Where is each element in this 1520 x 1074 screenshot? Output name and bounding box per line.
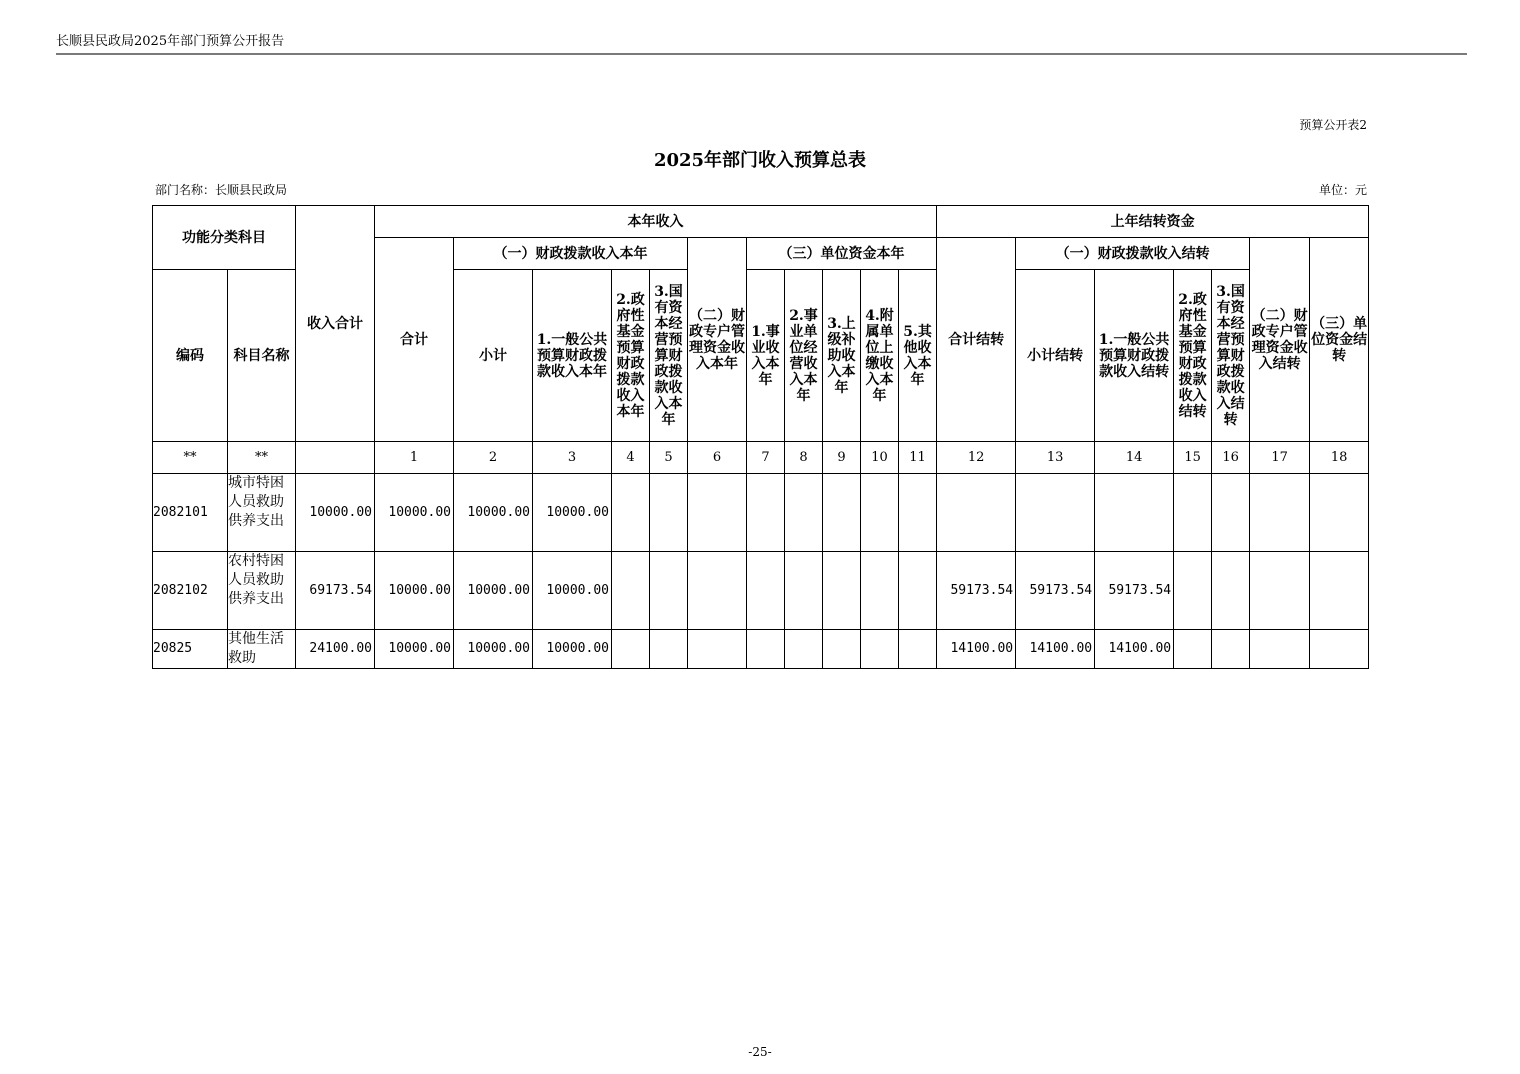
empty-cell <box>650 630 688 669</box>
page-number: -25- <box>748 1045 772 1059</box>
empty-cell <box>861 474 899 552</box>
row-col-1: 10000.00 <box>375 474 454 552</box>
number-cell: ** <box>153 442 228 474</box>
header-col-18: （三）单位资金结转 <box>1310 238 1369 442</box>
row-col-14: 59173.54 <box>1095 552 1174 630</box>
empty-cell <box>612 552 650 630</box>
row-income-total: 24100.00 <box>296 630 375 669</box>
row-income-total: 10000.00 <box>296 474 375 552</box>
header-subject-name: 科目名称 <box>228 270 296 442</box>
row-col-2: 10000.00 <box>454 552 533 630</box>
row-subject-name: 城市特困人员救助供养支出 <box>228 474 296 552</box>
number-cell: 1 <box>375 442 454 474</box>
row-col-3: 10000.00 <box>533 474 612 552</box>
empty-cell <box>1310 474 1369 552</box>
empty-cell <box>1212 474 1250 552</box>
empty-cell <box>823 552 861 630</box>
empty-cell <box>861 630 899 669</box>
header-func-class: 功能分类科目 <box>153 206 296 270</box>
header-col-10: 4.附属单位上缴收入本年 <box>861 270 899 442</box>
empty-cell <box>747 552 785 630</box>
row-col-14: 14100.00 <box>1095 630 1174 669</box>
empty-cell <box>1250 474 1310 552</box>
number-cell: 14 <box>1095 442 1174 474</box>
row-subject-name: 其他生活救助 <box>228 630 296 669</box>
empty-cell <box>1310 552 1369 630</box>
header-col-8: 2.事业单位经营收入本年 <box>785 270 823 442</box>
number-cell: 18 <box>1310 442 1369 474</box>
header-rule <box>56 53 1467 55</box>
empty-cell <box>688 552 747 630</box>
header-col-13: 小计结转 <box>1016 270 1095 442</box>
number-cell: ** <box>228 442 296 474</box>
header-col-5: 3.国有资本经营预算财政拨款收入本年 <box>650 270 688 442</box>
row-col-1: 10000.00 <box>375 552 454 630</box>
header-income-total: 收入合计 <box>296 206 375 442</box>
row-col-3: 10000.00 <box>533 630 612 669</box>
table-row <box>153 474 1369 552</box>
empty-cell <box>650 552 688 630</box>
empty-cell <box>785 630 823 669</box>
row-income-total: 69173.54 <box>296 552 375 630</box>
header-col-4: 2.政府性基金预算财政拨款收入本年 <box>612 270 650 442</box>
empty-cell <box>688 474 747 552</box>
header-col-15: 2.政府性基金预算财政拨款收入结转 <box>1174 270 1212 442</box>
empty-cell <box>1250 630 1310 669</box>
empty-cell <box>1212 552 1250 630</box>
row-subject-name: 农村特困人员救助供养支出 <box>228 552 296 630</box>
empty-cell <box>785 474 823 552</box>
header-col-16: 3.国有资本经营预算财政拨款收入结转 <box>1212 270 1250 442</box>
row-col-13: 14100.00 <box>1016 630 1095 669</box>
number-cell: 9 <box>823 442 861 474</box>
header-col-3: 1.一般公共预算财政拨款收入本年 <box>533 270 612 442</box>
empty-cell <box>1174 552 1212 630</box>
number-cell: 7 <box>747 442 785 474</box>
empty-cell <box>861 552 899 630</box>
empty-cell <box>1250 552 1310 630</box>
number-cell <box>296 442 375 474</box>
table-number: 预算公开表2 <box>1299 118 1367 132</box>
row-col-2: 10000.00 <box>454 630 533 669</box>
unit-label: 单位：元 <box>1318 183 1367 197</box>
empty-cell <box>1310 630 1369 669</box>
row-code: 20825 <box>153 630 228 669</box>
header-prior-year: 上年结转资金 <box>937 206 1369 238</box>
income-budget-table <box>152 205 1369 669</box>
number-cell: 13 <box>1016 442 1095 474</box>
table-title: 2025年部门收入预算总表 <box>653 150 867 171</box>
row-col-3: 10000.00 <box>533 552 612 630</box>
empty-cell <box>785 552 823 630</box>
header-fiscal-carryover: （一）财政拨款收入结转 <box>1016 238 1250 270</box>
header-col-14: 1.一般公共预算财政拨款收入结转 <box>1095 270 1174 442</box>
number-cell: 11 <box>899 442 937 474</box>
header-current-year: 本年收入 <box>375 206 937 238</box>
empty-cell <box>899 630 937 669</box>
header-col-9: 3.上级补助收入本年 <box>823 270 861 442</box>
header-col-11: 5.其他收入本年 <box>899 270 937 442</box>
header-col-17: （二）财政专户管理资金收入结转 <box>1250 238 1310 442</box>
row-col-12 <box>937 474 1016 552</box>
empty-cell <box>1174 630 1212 669</box>
report-header: 长顺县民政局2025年部门预算公开报告 <box>56 34 285 49</box>
number-cell: 2 <box>454 442 533 474</box>
number-cell: 10 <box>861 442 899 474</box>
empty-cell <box>688 630 747 669</box>
row-code: 2082102 <box>153 552 228 630</box>
empty-cell <box>612 474 650 552</box>
empty-cell <box>747 474 785 552</box>
row-code: 2082101 <box>153 474 228 552</box>
header-col-7: 1.事业收入本年 <box>747 270 785 442</box>
row-col-13: 59173.54 <box>1016 552 1095 630</box>
number-cell: 5 <box>650 442 688 474</box>
empty-cell <box>747 630 785 669</box>
empty-cell <box>1212 630 1250 669</box>
number-cell: 16 <box>1212 442 1250 474</box>
empty-cell <box>612 630 650 669</box>
number-cell: 17 <box>1250 442 1310 474</box>
number-cell: 6 <box>688 442 747 474</box>
number-cell: 4 <box>612 442 650 474</box>
number-cell: 12 <box>937 442 1016 474</box>
empty-cell <box>823 474 861 552</box>
number-cell: 8 <box>785 442 823 474</box>
number-cell: 3 <box>533 442 612 474</box>
header-col-12: 合计结转 <box>937 238 1016 442</box>
row-col-14 <box>1095 474 1174 552</box>
department-name: 部门名称：长顺县民政局 <box>155 183 288 197</box>
empty-cell <box>650 474 688 552</box>
header-col-2: 小计 <box>454 270 533 442</box>
header-col-1: 合计 <box>375 238 454 442</box>
row-col-12: 59173.54 <box>937 552 1016 630</box>
row-col-12: 14100.00 <box>937 630 1016 669</box>
row-col-13 <box>1016 474 1095 552</box>
header-fiscal-current: （一）财政拨款收入本年 <box>454 238 688 270</box>
header-code: 编码 <box>153 270 228 442</box>
header-unit-funds-current: （三）单位资金本年 <box>747 238 937 270</box>
table-row <box>153 552 1369 630</box>
empty-cell <box>899 474 937 552</box>
empty-cell <box>899 552 937 630</box>
table-row <box>153 630 1369 669</box>
row-col-2: 10000.00 <box>454 474 533 552</box>
header-col-6: （二）财政专户管理资金收入本年 <box>688 238 747 442</box>
number-cell: 15 <box>1174 442 1212 474</box>
empty-cell <box>1174 474 1212 552</box>
empty-cell <box>823 630 861 669</box>
row-col-1: 10000.00 <box>375 630 454 669</box>
